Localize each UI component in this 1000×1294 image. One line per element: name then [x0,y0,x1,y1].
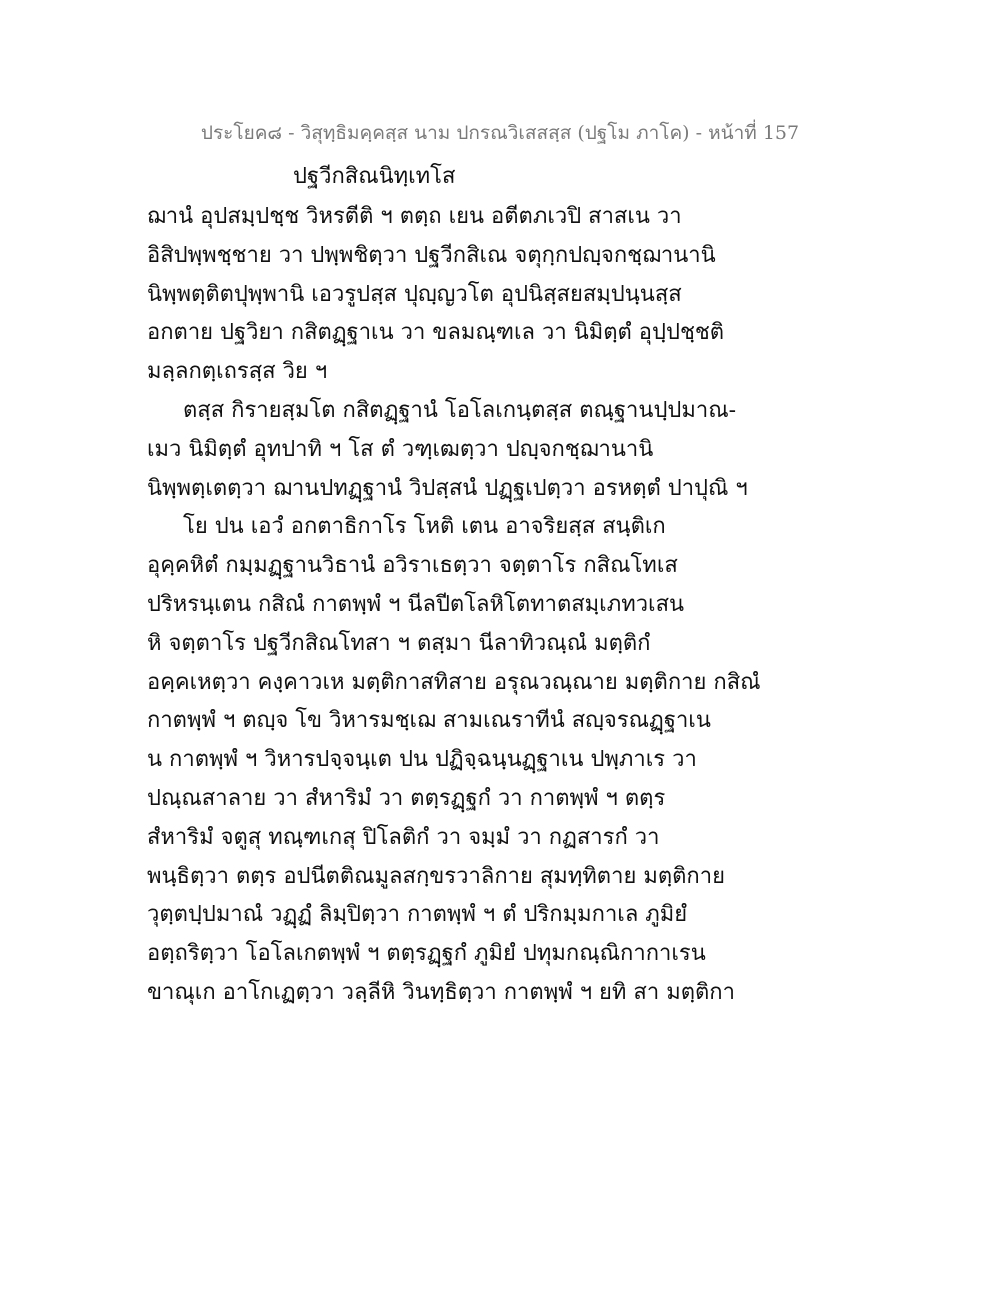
text-line: นิพฺพตฺติตปุพฺพานิ เอวรูปสฺส ปุญฺญวโต อุปนิสฺสยสมฺปนฺนสฺส [147,281,682,307]
text-line: เมว นิมิตฺตํ อุทปาทิ ฯ โส ตํ วฑฺเฒตฺวา ปญฺจกชฺฌานานิ [147,436,654,462]
paragraph-start-line: ตสฺส กิรายสฺมโต กสิตฏฺฐานํ โอโลเกนฺตสฺส ตณฺฐานปฺปมาณ- [183,397,737,423]
text-line: ขาณุเก อาโกเฏตฺวา วลฺลีหิ วินทฺธิตฺวา กาตพฺพํ ฯ ยทิ สา มตฺติกา [147,979,735,1005]
text-line: สํหาริมํ จตูสุ ทณฺฑเกสุ ปิโลติกํ วา จมฺมํ วา กฏสารกํ วา [147,824,660,850]
text-line: ปณฺณสาลาย วา สํหาริมํ วา ตตฺรฏฺฐกํ วา กาตพฺพํ ฯ ตตฺร [147,785,666,811]
text-line: พนฺธิตฺวา ตตฺร อปนีตติณมูลสกฺขรวาลิกาย สุมทฺทิตาย มตฺติกาย [147,863,725,889]
text-line: ปริหรนฺเตน กสิณํ กาตพฺพํ ฯ นีลปีตโลหิโตทาตสมฺเภทวเสน [147,591,685,617]
text-line: อิสิปพฺพชฺชาย วา ปพฺพชิตฺวา ปฐวีกสิเณ จตุกฺกปญฺจกชฺฌานานิ [147,242,716,268]
text-line: กาตพฺพํ ฯ ตญฺจ โข วิหารมชฺเฌ สามเณราทีนํ สญฺจรณฏฺฐาเน [147,708,711,734]
text-line: นิพฺพตฺเตตฺวา ฌานปทฏฺฐานํ วิปสฺสนํ ปฏฺฐเปตฺวา อรหตฺตํ ปาปุณิ ฯ [147,475,748,501]
text-line: ฌานํ อุปสมฺปชฺช วิหรตีติ ฯ ตตฺถ เยน อตีตภเวปิ สาสเน วา [147,204,682,229]
text-line: น กาตพฺพํ ฯ วิหารปจฺจนฺเต ปน ปฏิจฺฉนฺนฏฺฐาเน ปพฺภาเร วา [147,747,697,773]
text-line: หิ จตฺตาโร ปฐวีกสิณโทสา ฯ ตสฺมา นีลาทิวณฺณํ มตฺติกํ [147,630,651,656]
text-line: อตฺถริตฺวา โอโลเกตพฺพํ ฯ ตตฺรฏฺฐกํ ภูมิยํ ปทุมกณฺณิกากาเรน [147,941,706,967]
text-line: อกตาย ปฐวิยา กสิตฏฺฐาเน วา ขลมณฺฑเล วา นิมิตฺตํ อุปฺปชฺชติ [147,320,725,346]
page-header: ประโยค๘ - วิสุทฺธิมคฺคสฺส นาม ปกรณวิเสสสฺส (ปฐโม ภาโค) - หน้าที่ 157 [200,122,800,144]
text-line: อุคฺคหิตํ กมฺมฏฺฐานวิธานํ อวิราเธตฺวา จตฺตาโร กสิณโทเส [147,553,678,579]
text-line: อคฺคเหตฺวา คงฺคาวเห มตฺติกาสทิสาย อรุณวณฺณาย มตฺติกาย กสิณํ [147,669,761,695]
text-line: มลฺลกตฺเถรสฺส วิย ฯ [147,359,328,385]
body-text [147,198,761,1013]
section-title: ปฐวีกสิณนิทฺเทโส [293,164,456,189]
text-line: วุตฺตปฺปมาณํ วฏฺฏํ ลิมฺปิตฺวา กาตพฺพํ ฯ ตํ ปริกมฺมกาเล ภูมิยํ [147,902,688,928]
paragraph-start-line: โย ปน เอวํ อกตาธิกาโร โหติ เตน อาจริยสฺส สนฺติเก [183,514,666,540]
